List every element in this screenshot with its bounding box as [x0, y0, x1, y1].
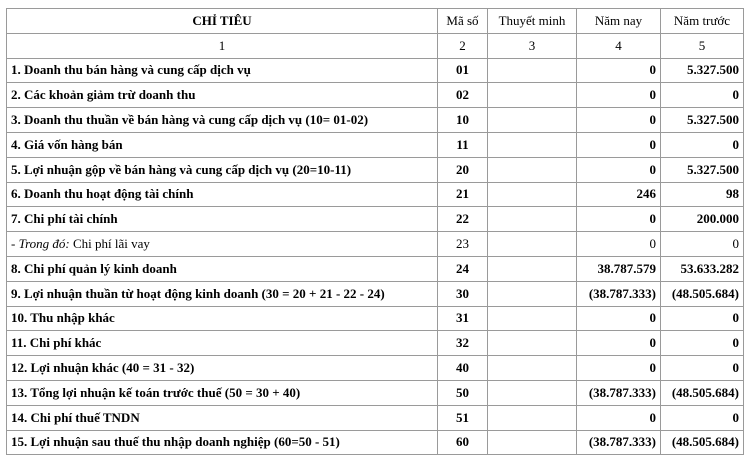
- row-nam-truoc: 98: [661, 182, 744, 207]
- row-label: 10. Thu nhập khác: [7, 306, 438, 331]
- row-nam-nay: 0: [577, 331, 661, 356]
- row-thuyet-minh: [488, 256, 577, 281]
- row-nam-truoc: 0: [661, 83, 744, 108]
- row-ma-so: 24: [438, 256, 488, 281]
- row-nam-nay: (38.787.333): [577, 281, 661, 306]
- row-nam-nay: 0: [577, 58, 661, 83]
- row-nam-truoc: 0: [661, 232, 744, 257]
- row-ma-so: 23: [438, 232, 488, 257]
- row-thuyet-minh: [488, 157, 577, 182]
- table-row: [7, 83, 744, 108]
- row-ma-so: 01: [438, 58, 488, 83]
- row-ma-so: 30: [438, 281, 488, 306]
- row-thuyet-minh: [488, 58, 577, 83]
- column-number: 2: [438, 33, 488, 58]
- row-ma-so: 40: [438, 356, 488, 381]
- table-row: [7, 108, 744, 133]
- row-label: 8. Chi phí quản lý kinh doanh: [7, 256, 438, 281]
- row-ma-so: 20: [438, 157, 488, 182]
- row-nam-nay: 0: [577, 132, 661, 157]
- table-row: [7, 405, 744, 430]
- table-row: [7, 331, 744, 356]
- header-row: [7, 9, 744, 34]
- row-nam-nay: 0: [577, 83, 661, 108]
- row-nam-nay: (38.787.333): [577, 430, 661, 455]
- column-number: 1: [7, 33, 438, 58]
- row-ma-so: 60: [438, 430, 488, 455]
- row-nam-truoc: (48.505.684): [661, 380, 744, 405]
- row-nam-truoc: 5.327.500: [661, 108, 744, 133]
- row-thuyet-minh: [488, 108, 577, 133]
- row-nam-truoc: 0: [661, 132, 744, 157]
- row-nam-nay: 246: [577, 182, 661, 207]
- row-label: 2. Các khoản giảm trừ doanh thu: [7, 83, 438, 108]
- row-thuyet-minh: [488, 331, 577, 356]
- table-row: [7, 207, 744, 232]
- row-label-prefix: - Trong đó:: [11, 236, 70, 252]
- row-nam-nay: 0: [577, 207, 661, 232]
- row-nam-nay: 0: [577, 356, 661, 381]
- row-label: 4. Giá vốn hàng bán: [7, 132, 438, 157]
- row-nam-nay: 0: [577, 108, 661, 133]
- table-row: [7, 132, 744, 157]
- row-label: 6. Doanh thu hoạt động tài chính: [7, 182, 438, 207]
- row-label: 3. Doanh thu thuần về bán hàng và cung cấp dịch vụ (10= 01-02): [7, 108, 438, 133]
- row-nam-nay: 38.787.579: [577, 256, 661, 281]
- row-ma-so: 51: [438, 405, 488, 430]
- row-label: 15. Lợi nhuận sau thuế thu nhập doanh nghiệp (60=50 - 51): [7, 430, 438, 455]
- row-ma-so: 31: [438, 306, 488, 331]
- row-label: 14. Chi phí thuế TNDN: [7, 405, 438, 430]
- column-number: 4: [577, 33, 661, 58]
- row-ma-so: 02: [438, 83, 488, 108]
- row-label: 11. Chi phí khác: [7, 331, 438, 356]
- income-statement: [6, 8, 744, 455]
- row-thuyet-minh: [488, 430, 577, 455]
- table-row: [7, 157, 744, 182]
- row-ma-so: 22: [438, 207, 488, 232]
- row-thuyet-minh: [488, 83, 577, 108]
- row-ma-so: 50: [438, 380, 488, 405]
- row-thuyet-minh: [488, 182, 577, 207]
- row-thuyet-minh: [488, 232, 577, 257]
- row-thuyet-minh: [488, 207, 577, 232]
- row-label: 13. Tổng lợi nhuận kế toán trước thuế (50 = 30 + 40): [7, 380, 438, 405]
- column-number: 3: [488, 33, 577, 58]
- row-ma-so: 11: [438, 132, 488, 157]
- header-nam-truoc: Năm trước: [661, 9, 744, 34]
- header-thuyet-minh: Thuyết minh: [488, 9, 577, 34]
- row-nam-truoc: 53.633.282: [661, 256, 744, 281]
- table-row: [7, 256, 744, 281]
- row-ma-so: 21: [438, 182, 488, 207]
- row-thuyet-minh: [488, 281, 577, 306]
- row-nam-truoc: (48.505.684): [661, 281, 744, 306]
- row-label: 1. Doanh thu bán hàng và cung cấp dịch vụ: [7, 58, 438, 83]
- column-number: 5: [661, 33, 744, 58]
- row-label: 9. Lợi nhuận thuần từ hoạt động kinh doanh (30 = 20 + 21 - 22 - 24): [7, 281, 438, 306]
- header-nam-nay: Năm nay: [577, 9, 661, 34]
- row-nam-nay: (38.787.333): [577, 380, 661, 405]
- row-nam-truoc: 0: [661, 306, 744, 331]
- row-nam-nay: 0: [577, 232, 661, 257]
- row-nam-truoc: 0: [661, 331, 744, 356]
- row-nam-truoc: 5.327.500: [661, 58, 744, 83]
- row-label: 12. Lợi nhuận khác (40 = 31 - 32): [7, 356, 438, 381]
- row-thuyet-minh: [488, 356, 577, 381]
- row-nam-truoc: 0: [661, 405, 744, 430]
- row-thuyet-minh: [488, 405, 577, 430]
- table-row: [7, 356, 744, 381]
- row-thuyet-minh: [488, 132, 577, 157]
- header-ma-so: Mã số: [438, 9, 488, 34]
- row-label: 5. Lợi nhuận gộp về bán hàng và cung cấp dịch vụ (20=10-11): [7, 157, 438, 182]
- row-label: [7, 232, 438, 257]
- row-nam-truoc: 200.000: [661, 207, 744, 232]
- row-ma-so: 10: [438, 108, 488, 133]
- row-nam-nay: 0: [577, 306, 661, 331]
- row-nam-truoc: (48.505.684): [661, 430, 744, 455]
- row-label-text: Chi phí lãi vay: [69, 236, 150, 252]
- row-nam-nay: 0: [577, 157, 661, 182]
- row-nam-truoc: 0: [661, 356, 744, 381]
- header-chi-tieu: CHỈ TIÊU: [7, 9, 438, 34]
- row-nam-truoc: 5.327.500: [661, 157, 744, 182]
- row-ma-so: 32: [438, 331, 488, 356]
- table-row: [7, 281, 744, 306]
- row-label: 7. Chi phí tài chính: [7, 207, 438, 232]
- table-row: [7, 58, 744, 83]
- table-row: [7, 182, 744, 207]
- column-number-row: [7, 33, 744, 58]
- table-row: [7, 380, 744, 405]
- row-thuyet-minh: [488, 380, 577, 405]
- row-thuyet-minh: [488, 306, 577, 331]
- row-nam-nay: 0: [577, 405, 661, 430]
- table-row: [7, 306, 744, 331]
- table-row-sub: [7, 232, 744, 257]
- table-row: [7, 430, 744, 455]
- income-statement-table: [6, 8, 744, 455]
